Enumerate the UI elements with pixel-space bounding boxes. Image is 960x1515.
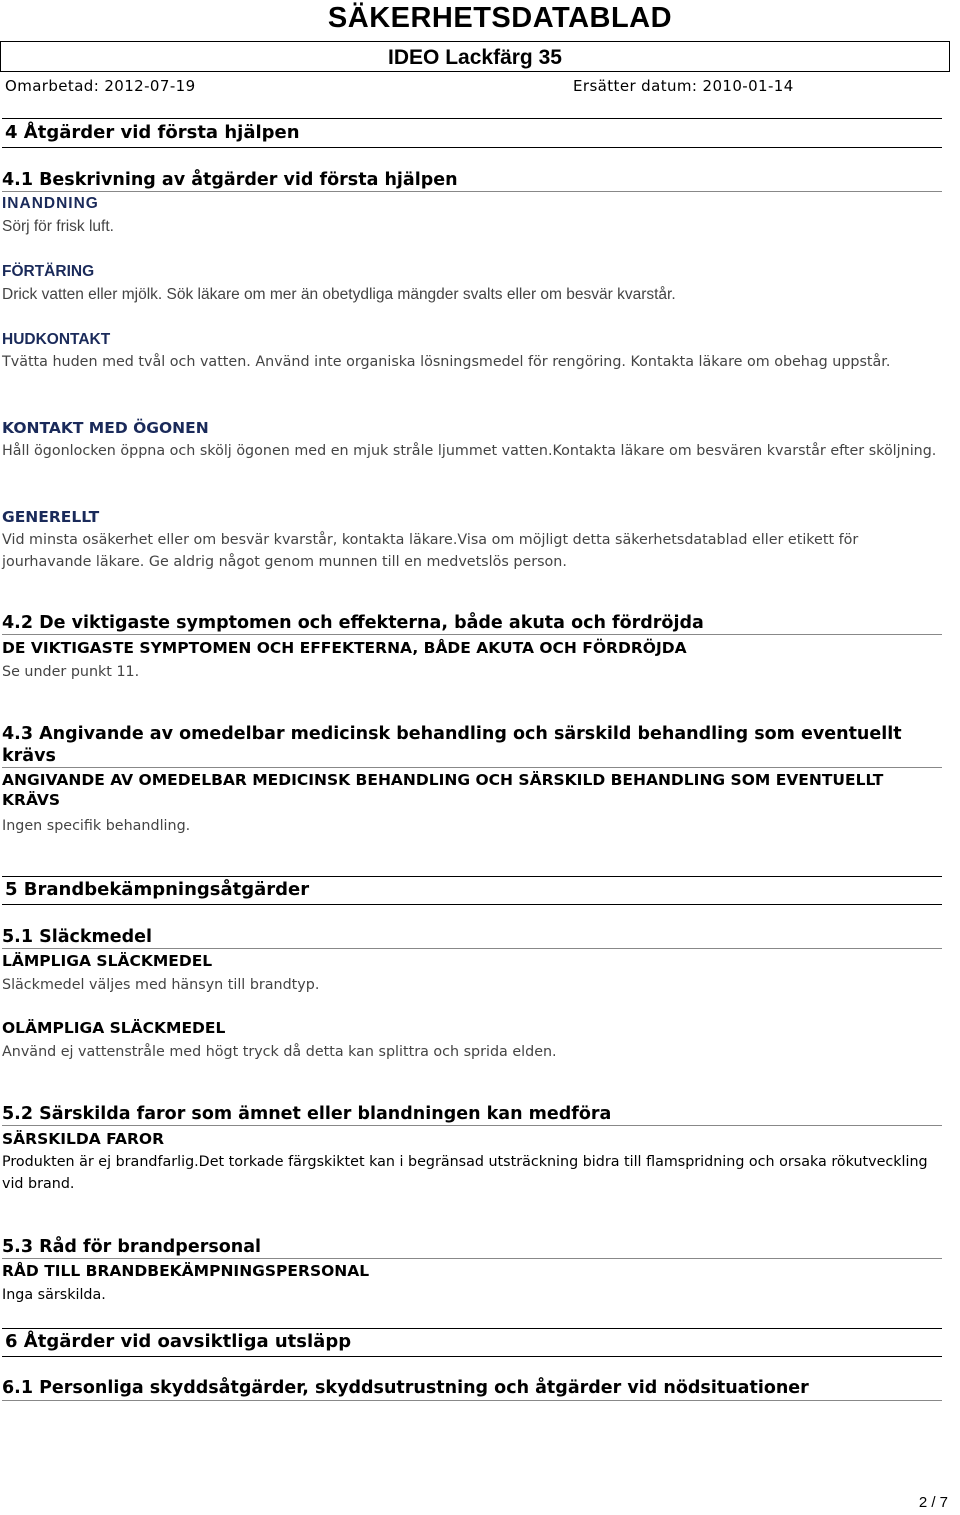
lampliga-text: Släckmedel väljes med hänsyn till brandtyp. <box>2 977 320 993</box>
section-divider <box>2 1328 942 1329</box>
subsection-divider <box>2 1258 942 1259</box>
subsection-divider <box>2 1400 942 1401</box>
inandning-label: INANDNING <box>2 195 99 212</box>
section-divider <box>2 147 942 148</box>
subsection-divider <box>2 1125 942 1126</box>
generellt-text: Vid minsta osäkerhet eller om besvär kvarstår, kontakta läkare.Visa om möjligt detta säkerhetsdatablad eller etikett för jourhavande läkare. Ge aldrig något genom munnen till en medvetslös person. <box>2 532 859 570</box>
hudkontakt-label: HUDKONTAKT <box>2 331 111 348</box>
olampliga-text: Använd ej vattenstråle med högt tryck då detta kan splittra och sprida elden. <box>2 1044 557 1060</box>
section-divider <box>2 876 942 877</box>
subsection-5-2-heading: 5.2 Särskilda faror som ämnet eller blandningen kan medföra <box>2 1104 612 1124</box>
s42-text: Se under punkt 11. <box>2 664 140 680</box>
fortaring-label: FÖRTÄRING <box>2 263 95 280</box>
subsection-5-3-heading: 5.3 Råd för brandpersonal <box>2 1237 262 1257</box>
ogon-text: Håll ögonlocken öppna och skölj ögonen med en mjuk stråle ljummet vatten.Kontakta läkare om besvären kvarstår efter sköljning. <box>2 443 937 459</box>
subsection-divider <box>2 948 942 949</box>
subsection-4-1-heading: 4.1 Beskrivning av åtgärder vid första hjälpen <box>2 170 458 190</box>
inandning-text: Sörj för frisk luft. <box>2 218 114 235</box>
sarskilda-faror-label: SÄRSKILDA FAROR <box>2 1130 165 1148</box>
product-name: IDEO Lackfärg 35 <box>388 46 562 69</box>
section-6-title: 6 Åtgärder vid oavsiktliga utsläpp <box>5 1331 352 1352</box>
s43-text: Ingen specifik behandling. <box>2 818 191 834</box>
subsection-5-1-heading: 5.1 Släckmedel <box>2 927 153 947</box>
brandpersonal-text: Inga särskilda. <box>2 1287 106 1303</box>
revised-date: Omarbetad: 2012-07-19 <box>5 77 196 95</box>
document-title: SÄKERHETSDATABLAD <box>327 2 673 34</box>
page-number: 2 / 7 <box>918 1494 948 1511</box>
generellt-label: GENERELLT <box>2 508 100 526</box>
replaces-date: Ersätter datum: 2010-01-14 <box>573 77 794 95</box>
subsection-6-1-heading: 6.1 Personliga skyddsåtgärder, skyddsutrustning och åtgärder vid nödsituationer <box>2 1378 809 1398</box>
subsection-divider <box>2 191 942 192</box>
section-4-title: 4 Åtgärder vid första hjälpen <box>5 122 300 143</box>
ogon-label: KONTAKT MED ÖGONEN <box>2 419 209 437</box>
s43-label: ANGIVANDE AV OMEDELBAR MEDICINSK BEHANDLING OCH SÄRSKILD BEHANDLING SOM EVENTUELLT KRÄVS <box>2 771 884 809</box>
s42-label: DE VIKTIGASTE SYMPTOMEN OCH EFFEKTERNA, BÅDE AKUTA OCH FÖRDRÖJDA <box>2 639 687 657</box>
section-divider <box>2 118 942 119</box>
fortaring-text: Drick vatten eller mjölk. Sök läkare om mer än obetydliga mängder svalts eller om besvär kvarstår. <box>2 286 676 303</box>
section-5-title: 5 Brandbekämpningsåtgärder <box>5 879 310 900</box>
section-divider <box>2 1356 942 1357</box>
lampliga-label: LÄMPLIGA SLÄCKMEDEL <box>2 952 213 970</box>
sarskilda-faror-text: Produkten är ej brandfarlig.Det torkade färgskiktet kan i begränsad utsträckning bidra till flamspridning och orsaka rökutveckling vid brand. <box>2 1154 928 1192</box>
section-divider <box>2 904 942 905</box>
olampliga-label: OLÄMPLIGA SLÄCKMEDEL <box>2 1019 226 1037</box>
subsection-4-3-heading: 4.3 Angivande av omedelbar medicinsk behandling och särskild behandling som eventuellt krävs <box>2 724 902 766</box>
subsection-divider <box>2 634 942 635</box>
hudkontakt-text: Tvätta huden med tvål och vatten. Använd inte organiska lösningsmedel för rengöring. Kontakta läkare om obehag uppstår. <box>2 354 891 370</box>
subsection-divider <box>2 767 942 768</box>
brandpersonal-label: RÅD TILL BRANDBEKÄMPNINGSPERSONAL <box>2 1262 370 1280</box>
subsection-4-2-heading: 4.2 De viktigaste symptomen och effekterna, både akuta och fördröjda <box>2 613 704 633</box>
